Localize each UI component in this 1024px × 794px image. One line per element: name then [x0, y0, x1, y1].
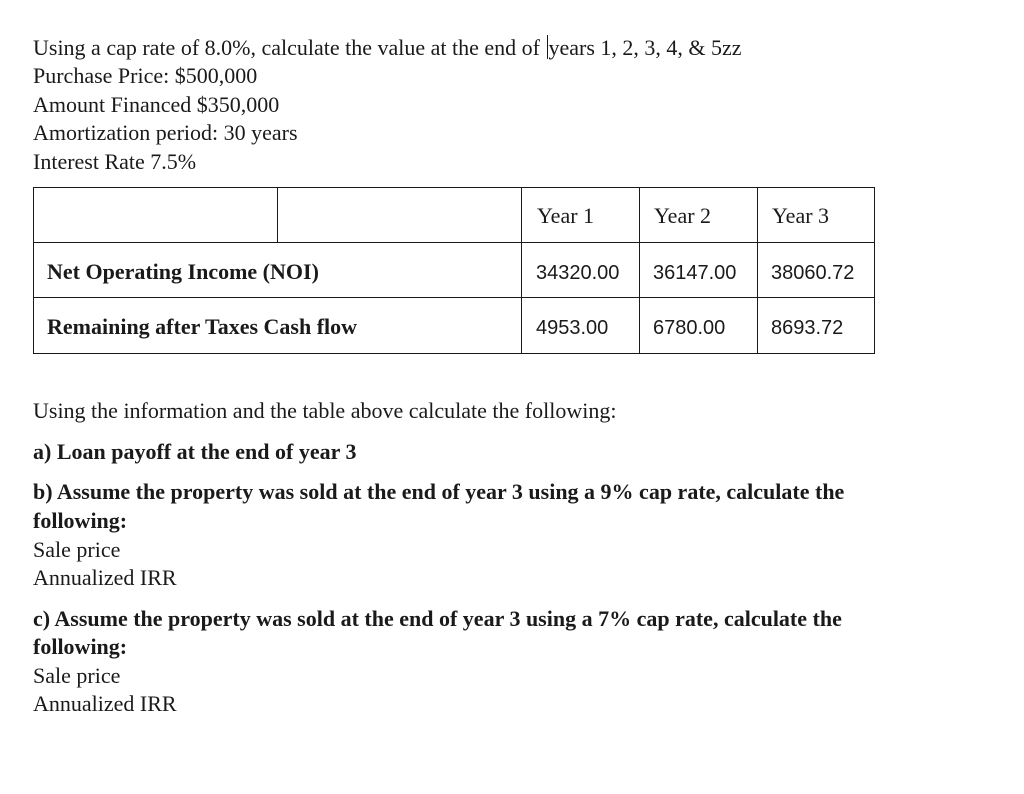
header-year-1: Year 1 [537, 203, 595, 228]
cash-flow-year-3: 8693.72 [771, 317, 844, 339]
table-row-divider [34, 297, 874, 298]
cash-flow-table [33, 187, 875, 354]
row-label-cash-flow: Remaining after Taxes Cash flow [47, 314, 358, 339]
header-year-2: Year 2 [654, 203, 712, 228]
noi-year-2: 36147.00 [653, 262, 737, 284]
header-year-3: Year 3 [772, 203, 830, 228]
text-caret [547, 35, 548, 59]
question-c-cont: following: [33, 634, 128, 659]
prompt-line [33, 34, 742, 62]
table-header-divider [277, 188, 278, 242]
question-c-sale-price: Sale price [33, 663, 121, 688]
purchase-price: Purchase Price: $500,000 [33, 63, 258, 88]
questions-lead: Using the information and the table above calculate the following: [33, 398, 617, 423]
question-c-irr: Annualized IRR [33, 691, 177, 716]
interest-rate: Interest Rate 7.5% [33, 149, 197, 174]
question-b-irr: Annualized IRR [33, 565, 177, 590]
question-a: a) Loan payoff at the end of year 3 [33, 439, 357, 464]
amortization-period: Amortization period: 30 years [33, 120, 298, 145]
question-b-cont: following: [33, 508, 128, 533]
cash-flow-year-1: 4953.00 [536, 317, 609, 339]
prompt-text-end: years 1, 2, 3, 4, & 5zz [548, 35, 742, 60]
table-col-divider [639, 188, 640, 353]
question-b: b) Assume the property was sold at the end of year 3 using a 9% cap rate, calculate the [33, 479, 845, 504]
question-b-sale-price: Sale price [33, 537, 121, 562]
noi-year-1: 34320.00 [536, 262, 620, 284]
cash-flow-year-2: 6780.00 [653, 317, 726, 339]
table-col-divider [757, 188, 758, 353]
row-label-noi: Net Operating Income (NOI) [47, 259, 319, 284]
table-col-divider [521, 188, 522, 353]
question-c: c) Assume the property was sold at the end of year 3 using a 7% cap rate, calculate the [33, 606, 842, 631]
table-row-divider [34, 242, 874, 243]
noi-year-3: 38060.72 [771, 262, 855, 284]
prompt-text-start: Using a cap rate of 8.0%, calculate the value at the end of [33, 35, 546, 60]
amount-financed: Amount Financed $350,000 [33, 92, 280, 117]
